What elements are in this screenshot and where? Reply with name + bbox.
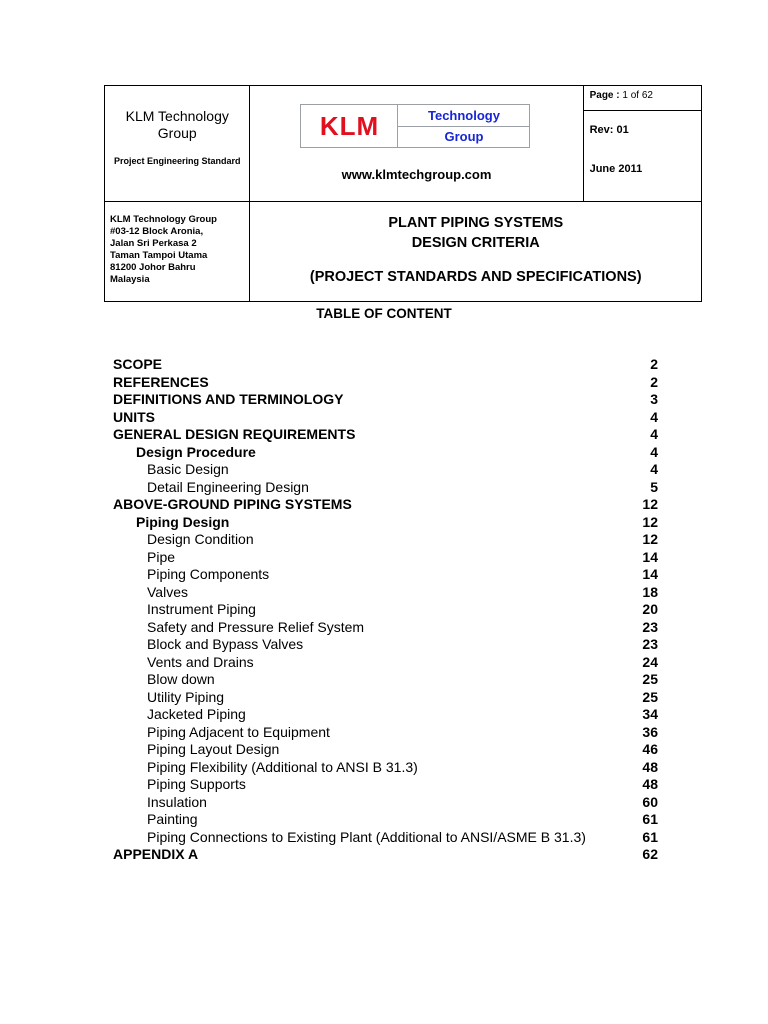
toc-entry-page: 46 [642,741,658,757]
toc-entry-page: 4 [650,461,658,477]
toc-entry-page: 12 [642,496,658,512]
address-line: 81200 Johor Bahru [110,262,196,273]
toc-entry-page: 2 [650,356,658,372]
toc-entry[interactable] [113,426,658,444]
toc-entry-page: 23 [642,618,658,635]
toc-entry-label: SCOPE [113,356,163,372]
header-table [104,85,702,302]
toc-entry-page: 23 [642,636,658,652]
toc-entry-page: 34 [642,706,658,722]
toc-entry[interactable] [113,496,658,514]
toc-entry-page: 4 [650,408,658,425]
toc-entry-page: 12 [642,513,658,530]
toc-entry-label: Detail Engineering Design [147,478,309,495]
toc-entry-label: Safety and Pressure Relief System [147,618,365,635]
klm-logo [300,104,530,148]
toc-entry-page: 25 [642,688,658,705]
toc-entry[interactable] [113,671,658,689]
toc-entry-page: 2 [650,373,658,390]
toc-entry[interactable] [113,584,658,602]
toc-entry-label: Instrument Piping [147,601,256,617]
toc-entry[interactable] [113,531,658,549]
toc-entry[interactable] [113,374,658,392]
toc-entry-page: 3 [650,391,658,407]
toc-entry-page: 60 [642,793,658,810]
toc-entry-label: Utility Piping [147,688,225,705]
address-cell [105,202,250,302]
toc-entry[interactable] [113,601,658,619]
toc-entry[interactable] [113,391,658,409]
toc-entry-page: 12 [642,531,658,547]
toc-entry-label: Design Procedure [136,443,256,460]
toc-entry[interactable] [113,776,658,794]
toc-entry[interactable] [113,741,658,759]
toc-entry[interactable] [113,636,658,654]
toc-entry-page: 14 [642,548,658,565]
toc-entry-page: 24 [642,653,658,670]
toc-entry-label: Insulation [147,793,207,810]
toc-entry-page: 48 [642,776,658,792]
toc-entry[interactable] [113,759,658,777]
toc-entry[interactable] [113,619,658,637]
toc-entry-label: Basic Design [147,461,229,477]
logo-cell [250,86,583,202]
toc-entry-label: Piping Components [147,566,270,582]
document-title-line1: PLANT PIPING SYSTEMS [388,215,564,231]
toc-entry[interactable] [113,549,658,567]
toc-entry-label: DEFINITIONS AND TERMINOLOGY [113,391,344,407]
toc-entry-page: 18 [642,583,658,600]
logo-group-text: Group [444,129,484,145]
toc-entry[interactable] [113,566,658,584]
toc-entry-page: 25 [642,671,658,687]
toc-entry-label: Piping Adjacent to Equipment [147,723,330,740]
website-link[interactable]: www.klmtechgroup.com [341,167,492,182]
toc-entry-label: APPENDIX A [113,846,199,862]
toc-entry-page: 48 [642,758,658,775]
toc-entry-page: 20 [642,601,658,617]
toc-entry[interactable] [113,409,658,427]
toc-entry-page: 14 [642,566,658,582]
address-line: Taman Tampoi Utama [110,250,208,261]
logo-technology-text: Technology [398,105,529,127]
toc-entry-label: Piping Flexibility (Additional to ANSI B 31.3) [147,758,418,775]
document-title-line2: DESIGN CRITERIA [411,235,540,251]
page-value: 1 of 62 [622,90,653,101]
toc-entry[interactable] [113,479,658,497]
address-line: #03-12 Block Aronia, [110,226,204,237]
toc-entry[interactable] [113,444,658,462]
toc-entry-label: Valves [147,583,188,600]
toc-entry[interactable] [113,846,658,864]
toc-entry-page: 36 [642,723,658,740]
toc-entry[interactable] [113,706,658,724]
meta-cell [583,86,701,202]
logo-klm-text: KLM [301,105,398,147]
document-subtitle: (PROJECT STANDARDS AND SPECIFICATIONS) [309,269,642,285]
toc-entry-label: REFERENCES [113,373,209,390]
toc-entry-label: Block and Bypass Valves [147,636,304,652]
toc-entry-label: GENERAL DESIGN REQUIREMENTS [113,426,356,442]
toc-entry[interactable] [113,514,658,532]
company-cell [105,86,250,202]
toc-entry-label: Piping Supports [147,776,246,792]
toc-entry-label: UNITS [113,408,155,425]
table-of-contents [113,356,658,864]
address-line: KLM Technology Group [110,214,217,225]
toc-entry[interactable] [113,829,658,847]
address-line: Malaysia [110,274,150,285]
toc-entry[interactable] [113,811,658,829]
toc-entry-label: Jacketed Piping [147,706,246,722]
toc-entry[interactable] [113,461,658,479]
project-standard-label: Project Engineering Standard [113,156,241,166]
toc-entry[interactable] [113,654,658,672]
toc-entry-page: 61 [642,811,658,827]
toc-entry[interactable] [113,689,658,707]
toc-entry[interactable] [113,356,658,374]
toc-entry-label: Piping Connections to Existing Plant (Additional to ANSI/ASME B 31.3) [147,828,586,845]
toc-entry-page: 4 [650,443,658,460]
toc-entry-label: Blow down [147,671,215,687]
toc-entry-page: 4 [650,426,658,442]
company-name: KLM Technology Group [125,108,229,141]
issue-date: June 2011 [589,163,643,175]
toc-heading: TABLE OF CONTENT [316,306,452,321]
toc-entry-label: Piping Layout Design [147,741,280,757]
toc-entry-label: ABOVE-GROUND PIPING SYSTEMS [113,496,352,512]
revision: Rev: 01 [589,124,629,136]
toc-entry-label: Vents and Drains [147,653,254,670]
toc-entry-page: 61 [642,828,658,845]
toc-entry-page: 5 [650,478,658,495]
toc-entry[interactable] [113,794,658,812]
page-label: Page : [589,90,620,101]
page-number [584,86,701,111]
title-cell [250,202,702,302]
address-line: Jalan Sri Perkasa 2 [110,238,197,249]
toc-entry-label: Piping Design [136,513,230,530]
toc-entry-label: Design Condition [147,531,254,547]
toc-entry[interactable] [113,724,658,742]
toc-entry-label: Pipe [147,548,176,565]
toc-entry-page: 62 [642,846,658,862]
toc-entry-label: Painting [147,811,198,827]
